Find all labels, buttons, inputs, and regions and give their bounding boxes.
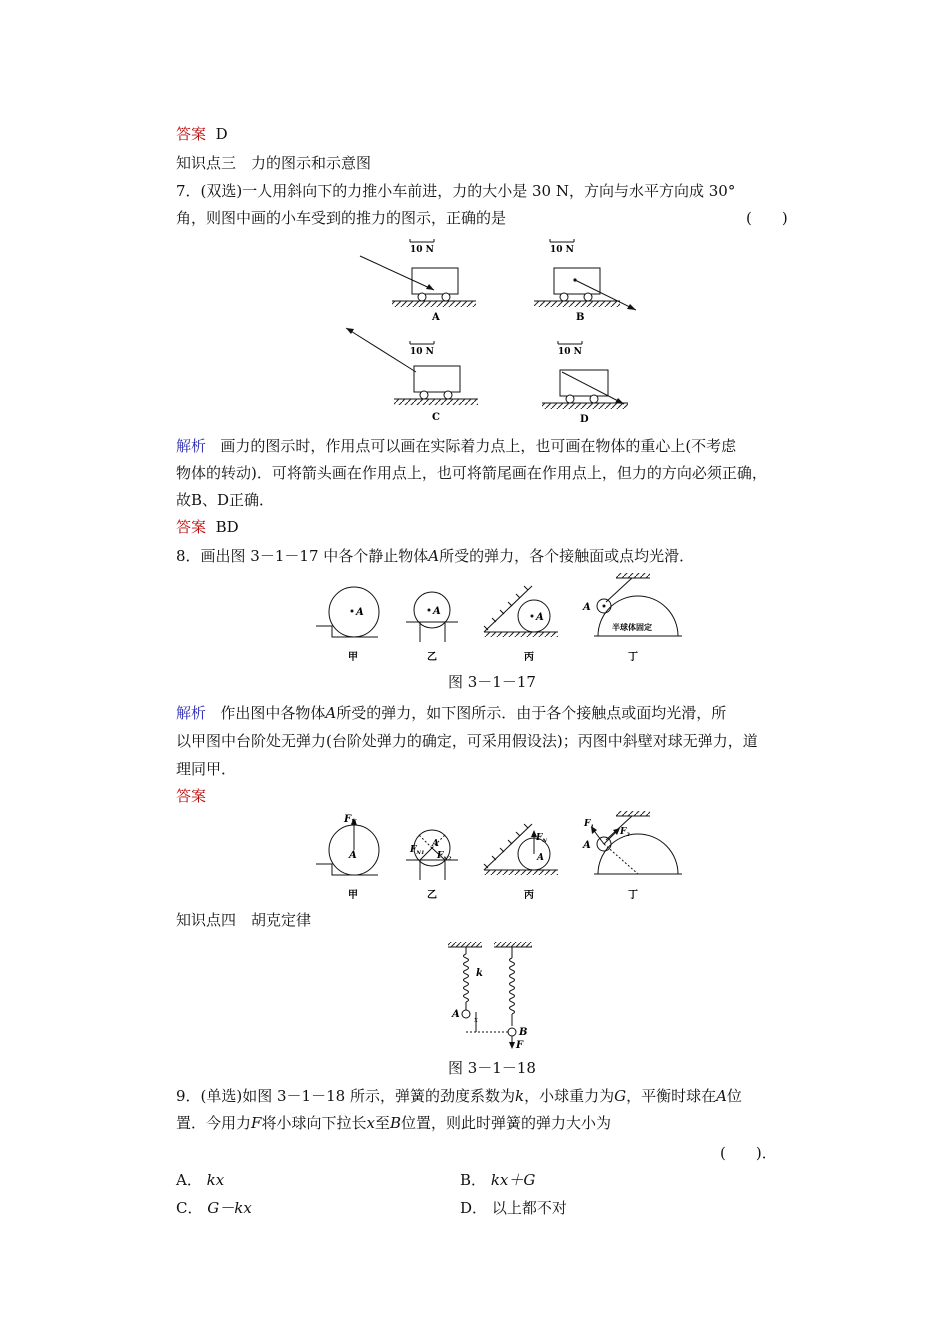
question-8 <box>176 546 694 566</box>
ball-label: A <box>432 839 439 849</box>
option-b <box>460 1170 535 1190</box>
force-f: F <box>410 845 417 855</box>
scale-label-b: 10 N <box>550 245 574 255</box>
force-f1-label <box>583 819 594 830</box>
var-g: G <box>614 1087 627 1105</box>
panel-ding <box>582 573 682 663</box>
force-fn1-label <box>409 845 424 856</box>
option-letter: D． <box>460 1199 488 1217</box>
subscript: 1 <box>590 824 594 830</box>
option-text: 以上都不对 <box>491 1199 567 1217</box>
force-f: F <box>344 814 352 825</box>
var-k: k <box>514 1087 525 1105</box>
answer-7 <box>176 517 239 537</box>
question-9-text: 置．今用力 <box>176 1114 252 1132</box>
question-9-text: 位 <box>726 1087 742 1105</box>
panel-jia-label: 甲 <box>348 652 358 663</box>
explanation-8-text-b: 所受的弹力，如下图所示．由于各个接触点或面均光滑，所 <box>336 704 727 722</box>
subscript: N <box>542 838 547 844</box>
option-letter: A． <box>176 1171 202 1189</box>
ball-label: A <box>583 602 591 613</box>
answer-value: D <box>215 125 228 143</box>
question-9-line-2 <box>176 1113 611 1133</box>
answer-label: 答案 <box>176 787 207 805</box>
x-label: x <box>474 1016 478 1024</box>
question-7-answer-blank: ( ) <box>746 209 788 227</box>
answer-panel-ding <box>582 811 682 901</box>
b-label: B <box>519 1027 528 1038</box>
spring-figure-3-1-18 <box>440 938 550 1050</box>
figure-caption-3-1-18: 图 3－1－18 <box>448 1059 536 1077</box>
f-label: F <box>516 1040 524 1051</box>
panel-yi-label: 乙 <box>427 652 437 663</box>
explanation-8-line-2: 以甲图中台阶处无弹力(台阶处弹力的确定，可采用假设法)；丙图中斜壁对球无弹力，道 <box>176 732 758 750</box>
option-c <box>176 1198 252 1218</box>
knowledge-point-4-heading: 知识点四 胡克定律 <box>176 911 312 929</box>
subscript: N2 <box>443 856 452 862</box>
option-d-diagram <box>542 341 628 425</box>
panel-bing-label: 丙 <box>524 652 534 663</box>
ball-label: A <box>356 607 364 618</box>
question-9-text: 至 <box>374 1114 390 1132</box>
figure-caption-3-1-17: 图 3－1－17 <box>448 673 536 691</box>
option-a <box>176 1170 224 1190</box>
object-a: A <box>428 547 440 565</box>
option-a-diagram <box>360 239 476 323</box>
force-f: F <box>620 827 627 837</box>
option-a-label: A <box>432 312 440 323</box>
answer-panel-yi <box>406 830 458 901</box>
explanation-7-text-1: 画力的图示时，作用点可以画在实际着力点上，也可画在物体的重心上(不考虑 <box>220 437 737 455</box>
force-f: F <box>584 819 591 829</box>
panel-ding-label: 丁 <box>628 652 638 663</box>
knowledge-point-3-heading: 知识点三 力的图示和示意图 <box>176 154 372 172</box>
force-f: F <box>437 851 444 861</box>
panel-jia-label: 甲 <box>348 890 358 901</box>
var-f: F <box>251 1114 262 1132</box>
question-9-text: 位置，则此时弹簧的弹力大小为 <box>400 1114 611 1132</box>
answer-8 <box>176 786 206 806</box>
panel-yi-label: 乙 <box>427 890 437 901</box>
panel-ding-label: 丁 <box>628 890 638 901</box>
cart-force-figure <box>330 234 650 430</box>
option-letter: B． <box>460 1171 487 1189</box>
option-c-label: C <box>432 412 440 423</box>
question-7-line-2: 角，则图中画的小车受到的推力的图示，正确的是 <box>176 209 507 227</box>
explanation-label: 解析 <box>176 704 207 722</box>
explanation-7-line-2: 物体的转动)．可将箭头画在作用点上，也可将箭尾画在作用点上，但力的方向必须正确， <box>176 464 767 482</box>
explanation-7-line-3: 故B、D正确． <box>176 491 275 509</box>
question-9-text: ，平衡时球在 <box>626 1087 717 1105</box>
dome-label: 半球体固定 <box>612 622 652 632</box>
option-b-label: B <box>576 312 585 323</box>
answer-label: 答案 <box>176 518 207 536</box>
subscript: N1 <box>416 850 425 856</box>
answer-value: BD <box>215 518 239 536</box>
var-b: B <box>389 1114 401 1132</box>
a-label: A <box>452 1009 460 1020</box>
question-9-text: ，小球重力为 <box>524 1087 615 1105</box>
explanation-8-line-1 <box>176 703 726 723</box>
question-9-line-1 <box>176 1086 742 1106</box>
option-letter: C． <box>176 1199 203 1217</box>
panel-bing-label: 丙 <box>524 890 534 901</box>
force-fn-label <box>535 833 547 844</box>
ball-label: A <box>583 840 591 851</box>
answer-label: 答案 <box>176 125 207 143</box>
explanation-label: 解析 <box>176 437 207 455</box>
option-c-diagram <box>346 328 478 423</box>
option-text: G－kx <box>207 1199 252 1217</box>
force-fn-label <box>343 814 357 826</box>
k-label: k <box>476 968 483 979</box>
explanation-7-line-1 <box>176 436 736 456</box>
answer-6 <box>176 124 228 144</box>
ball-label: A <box>433 606 441 617</box>
subscript: N <box>351 819 357 826</box>
elastic-force-figure-3-1-17 <box>312 576 672 666</box>
ball-label: A <box>349 850 357 861</box>
panel-yi <box>406 592 458 663</box>
force-f: F <box>536 833 543 843</box>
option-text: kx＋G <box>490 1171 536 1189</box>
subscript: 2 <box>626 832 630 838</box>
var-a: A <box>716 1087 727 1105</box>
panel-bing <box>484 586 558 663</box>
panel-jia <box>316 587 379 663</box>
question-8-text-a: 8．画出图 3－1－17 中各个静止物体 <box>176 547 429 565</box>
explanation-8-text-a: 作出图中各物体 <box>220 704 326 722</box>
option-b-diagram <box>534 239 636 323</box>
question-9-answer-blank: ( )． <box>720 1144 777 1162</box>
answer-panel-bing <box>484 824 558 901</box>
option-d-label: D <box>580 414 589 425</box>
scale-label-c: 10 N <box>410 347 434 357</box>
answer-panel-jia <box>316 814 379 901</box>
object-a: A <box>325 704 337 722</box>
option-text: kx <box>206 1171 225 1189</box>
var-x: x <box>366 1114 375 1132</box>
question-9-text: 9．(单选)如图 3－1－18 所示，弹簧的劲度系数为 <box>176 1087 515 1105</box>
question-7-line-1: 7．(双选)一人用斜向下的力推小车前进，力的大小是 30 N，方向与水平方向成 30° <box>176 182 736 200</box>
question-9-text: 将小球向下拉长 <box>261 1114 367 1132</box>
scale-label-a: 10 N <box>410 245 434 255</box>
question-8-text-b: 所受的弹力，各个接触面或点均光滑． <box>439 547 695 565</box>
elastic-force-answer-figure <box>312 808 672 908</box>
scale-label-d: 10 N <box>558 347 582 357</box>
explanation-8-line-3: 理同甲． <box>176 760 237 778</box>
ball-label: A <box>537 853 544 863</box>
ball-label: A <box>536 612 544 623</box>
option-d <box>460 1198 567 1218</box>
